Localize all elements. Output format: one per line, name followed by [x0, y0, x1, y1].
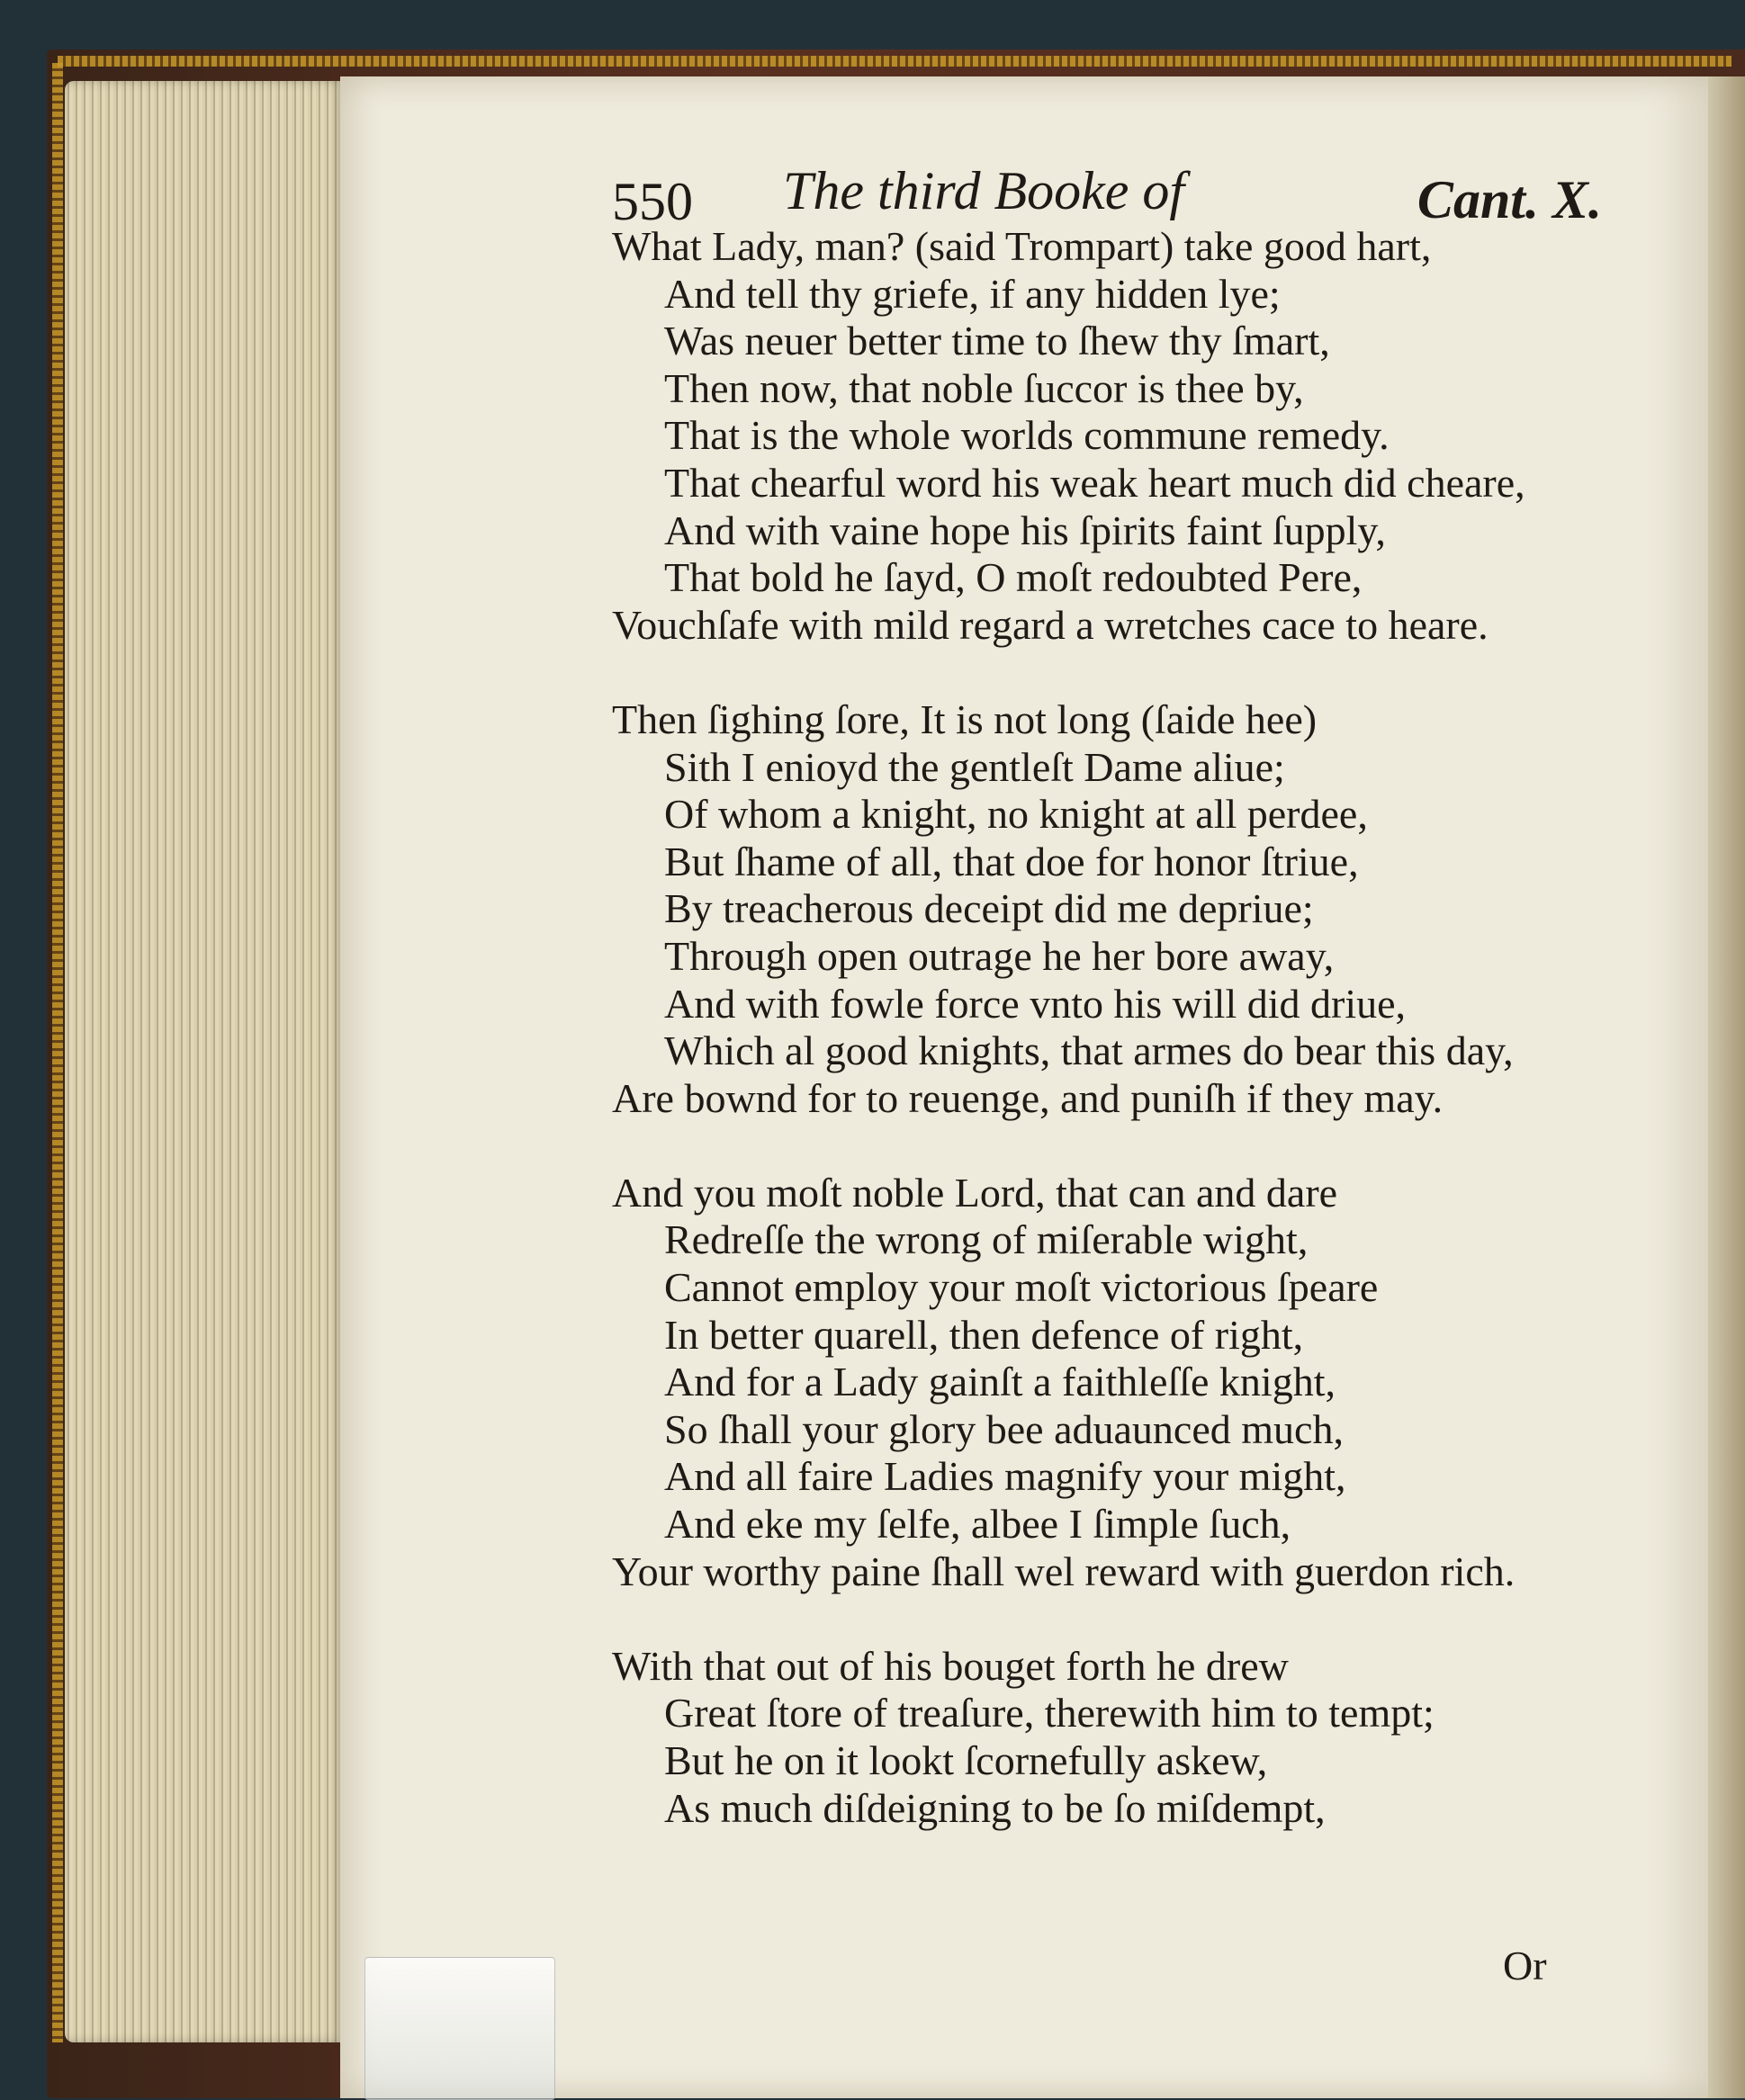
verse-line: And for a Lady gainſt a faithleſſe knight,	[664, 1359, 1336, 1405]
verse-line: And tell thy griefe, if any hidden lye;	[664, 270, 1281, 317]
verse-line: In better quarell, then defence of right,	[664, 1311, 1304, 1358]
verse-line: So ſhall your glory bee aduaunced much,	[664, 1405, 1344, 1452]
verse-line: By treacherous deceipt did me depriue;	[664, 885, 1314, 932]
verse-line: And you moſt noble Lord, that can and dare	[612, 1169, 1338, 1216]
verse-line: Vouchſafe with mild regard a wretches cace to heare.	[612, 601, 1489, 648]
page-number: 550	[612, 172, 693, 231]
verse-line: Through open outrage he her bore away,	[664, 932, 1335, 979]
verse-line: Was neuer better time to ſhew thy ſmart,	[664, 318, 1330, 364]
verse-line: Are bownd for to reuenge, and puniſh if they may.	[612, 1074, 1444, 1121]
verse-line: Cannot employ your moſt victorious ſpeare	[664, 1264, 1379, 1311]
verse-line: Then ſighing ſore, It is not long (ſaide hee)	[612, 696, 1318, 742]
catchword: Or	[1503, 1943, 1547, 1988]
verse-line: As much diſdeigning to be ſo miſdempt,	[664, 1784, 1326, 1831]
verse-line: Sith I enioyd the gentleſt Dame aliue;	[664, 743, 1285, 790]
stanza	[612, 696, 1710, 1122]
verse-line: And with vaine hope his ſpirits faint ſupply,	[664, 507, 1386, 553]
stanza	[612, 223, 1710, 649]
verse-line: Great ſtore of treaſure, therewith him to tempt;	[664, 1690, 1435, 1737]
stanza	[612, 1643, 1710, 1832]
verse-line: And all faire Ladies magnify your might,	[664, 1453, 1346, 1500]
next-page-edge	[1708, 76, 1745, 2098]
verse-line: And eke my ſelfe, albee I ſimple ſuch,	[664, 1501, 1291, 1548]
gilt-border-left	[52, 63, 63, 2042]
verse-line: Your worthy paine ſhall wel reward with guerdon rich.	[612, 1548, 1516, 1594]
page-header	[612, 144, 1602, 231]
verse-line: Redreſſe the wrong of miſerable wight,	[664, 1216, 1309, 1263]
page-clip	[364, 1957, 555, 2100]
verse-line: Then now, that noble ſuccor is thee by,	[664, 364, 1304, 411]
verse-line: That bold he ſayd, O moſt redoubted Pere,	[664, 554, 1363, 601]
verse-line: With that out of his bouget forth he drew	[612, 1642, 1289, 1689]
verse-line: Of whom a knight, no knight at all perdee,	[664, 791, 1368, 838]
running-title: The third Booke of	[783, 161, 1185, 220]
gilt-border-top	[58, 56, 1732, 67]
verse-line: That chearful word his weak heart much did cheare,	[664, 459, 1525, 506]
canto-label: Cant. X.	[1417, 170, 1602, 229]
stanza	[612, 1170, 1710, 1595]
verse-line: What Lady, man? (said Trompart) take good hart,	[612, 223, 1432, 269]
page-stack-edges	[65, 81, 344, 2042]
poem-text	[612, 223, 1710, 1880]
verse-line: That is the whole worlds commune remedy.	[664, 412, 1390, 459]
verse-line: And with fowle force vnto his will did driue,	[664, 980, 1407, 1027]
verse-line: But ſhame of all, that doe for honor ſtriue,	[664, 838, 1359, 884]
verse-line: But he on it lookt ſcornefully askew,	[664, 1737, 1268, 1783]
verse-line: Which al good knights, that armes do bear this day,	[664, 1028, 1514, 1074]
